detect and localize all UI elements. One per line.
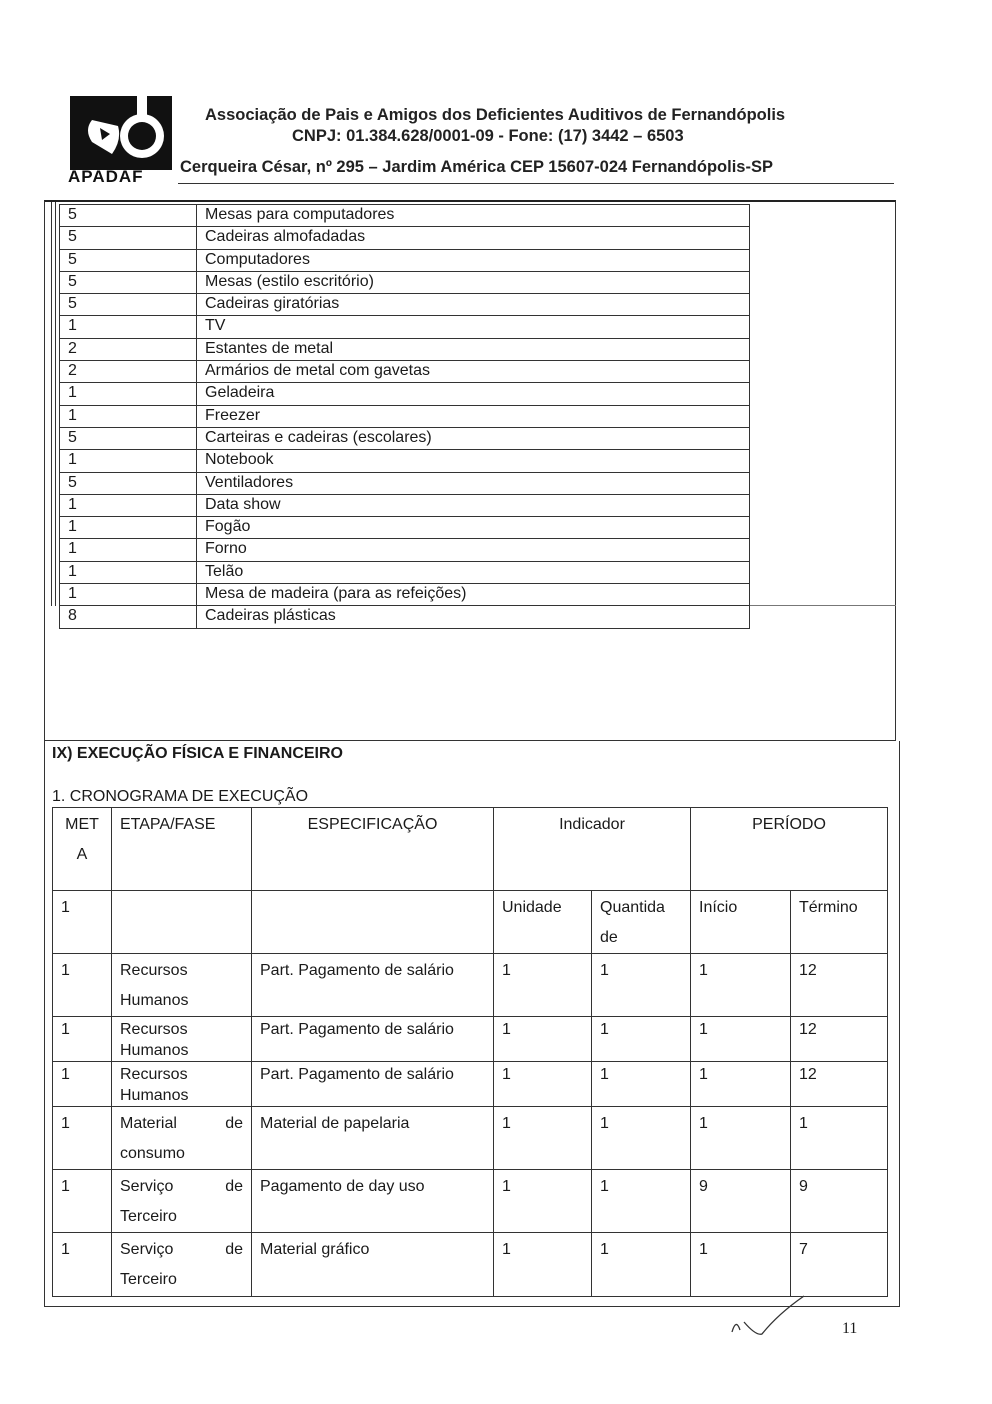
org-name: Associação de Pais e Amigos dos Deficientes Auditivos de Fernandópolis [205,106,786,124]
item-desc: Data show [197,495,750,516]
cell-etapa-line1: Recursos [120,1066,188,1083]
margin-line [51,202,52,606]
item-desc: Geladeira [197,383,750,404]
cell-spec: Material de papelaria [252,1107,494,1170]
item-qty: 1 [59,406,197,427]
cell-unidade: 1 [494,1017,592,1062]
cell-inicio: 1 [691,1233,791,1297]
cell-quantidade: 1 [592,954,691,1017]
cell-quantidade: 1 [592,1233,691,1297]
cell-spec: Part. Pagamento de salário [252,954,494,1017]
cell-etapa [112,1233,252,1297]
cell-empty [112,891,252,954]
equipment-table [59,204,750,629]
item-desc: Mesa de madeira (para as refeições) [197,584,750,605]
cell-etapa [112,1170,252,1233]
item-qty: 8 [59,606,197,627]
item-qty: 5 [59,473,197,494]
cell-quantidade: 1 [592,1017,691,1062]
table-row [59,606,750,628]
item-desc: Telão [197,562,750,583]
table-row [59,316,750,338]
cell-etapa [112,1062,252,1107]
table-subheader-row [53,891,888,954]
item-desc: TV [197,316,750,337]
table-row [53,1170,888,1233]
cell-etapa-line1 [120,1109,243,1139]
table-row [53,1233,888,1297]
item-qty: 2 [59,361,197,382]
table-header-row [53,808,888,891]
cell-unidade: 1 [494,954,592,1017]
table-row [59,272,750,294]
item-desc: Cadeiras giratórias [197,294,750,315]
header-periodo: PERÍODO [691,808,888,891]
table-row [59,495,750,517]
item-qty: 1 [59,450,197,471]
item-desc: Carteiras e cadeiras (escolares) [197,428,750,449]
page-number: 11 [842,1320,858,1337]
table-row [59,406,750,428]
item-qty: 5 [59,294,197,315]
cell-etapa-word: de [225,1115,243,1132]
item-desc: Armários de metal com gavetas [197,361,750,382]
cell-etapa-line1: Recursos [120,962,188,979]
cell-unidade: 1 [494,1062,592,1107]
cell-termino: 9 [791,1170,888,1233]
cell-termino: 12 [791,1062,888,1107]
cell-termino: 7 [791,1233,888,1297]
item-qty: 1 [59,517,197,538]
item-qty: 1 [59,383,197,404]
cell-meta: 1 [53,1233,112,1297]
table-row [53,954,888,1017]
table-row [59,517,750,539]
cell-termino: 1 [791,1107,888,1170]
header-unidade: Unidade [494,891,592,954]
cell-etapa-line1: Recursos [120,1021,188,1038]
table-row [59,339,750,361]
table-row [59,361,750,383]
item-desc: Estantes de metal [197,339,750,360]
address: Cerqueira César, nº 295 – Jardim América CEP 15607-024 Fernandópolis-SP [180,158,773,176]
cell-etapa [112,954,252,1017]
item-desc: Fogão [197,517,750,538]
schedule-table [52,807,888,1297]
table-row [53,1017,888,1062]
cell-etapa-line2: Terceiro [120,1271,177,1288]
header-spec: ESPECIFICAÇÃO [252,808,494,891]
header-indicador: Indicador [494,808,691,891]
item-qty: 1 [59,562,197,583]
cell-spec: Pagamento de day uso [252,1170,494,1233]
header-quantidade-line1: Quantida [600,899,665,916]
table-row [59,383,750,405]
cell-inicio: 9 [691,1170,791,1233]
cell-unidade: 1 [494,1170,592,1233]
cnpj-phone: CNPJ: 01.384.628/0001-09 - Fone: (17) 3442 – 6503 [292,127,684,145]
item-desc: Cadeiras plásticas [197,606,750,627]
header-divider [178,183,894,184]
cell-unidade: 1 [494,1233,592,1297]
item-qty: 5 [59,272,197,293]
table-row [59,539,750,561]
margin-line [55,202,56,606]
cell-spec: Part. Pagamento de salário [252,1062,494,1107]
cell-meta: 1 [53,1017,112,1062]
item-qty: 1 [59,539,197,560]
header-inicio: Início [691,891,791,954]
table-row [59,473,750,495]
cell-etapa [112,1017,252,1062]
cell-etapa-word: Material [120,1115,177,1132]
table-row [59,294,750,316]
cell-spec: Part. Pagamento de salário [252,1017,494,1062]
cell-quantidade: 1 [592,1062,691,1107]
table-row [53,1062,888,1107]
table-row [59,204,750,227]
item-qty: 5 [59,250,197,271]
item-desc: Mesas para computadores [197,205,750,226]
header-termino: Término [791,891,888,954]
cell-empty [252,891,494,954]
cell-inicio: 1 [691,1107,791,1170]
cell-quantidade: 1 [592,1170,691,1233]
cell-meta: 1 [53,1170,112,1233]
cell-etapa-line1 [120,1235,243,1265]
cell-inicio: 1 [691,954,791,1017]
cell-meta: 1 [53,954,112,1017]
cell-inicio: 1 [691,1062,791,1107]
cell-etapa-line2: Humanos [120,1042,189,1059]
cell-etapa-word: de [225,1241,243,1258]
cell-termino: 12 [791,1017,888,1062]
table-row [59,584,750,606]
table-row [59,562,750,584]
item-desc: Forno [197,539,750,560]
logo-text: APADAF [68,167,144,186]
cell-etapa-line2: consumo [120,1145,185,1162]
cell-meta: 1 [53,891,112,954]
frame-inner-rule [750,605,896,606]
item-qty: 2 [59,339,197,360]
cell-etapa-line2: Humanos [120,1087,189,1104]
item-qty: 1 [59,495,197,516]
cell-meta: 1 [53,1062,112,1107]
cell-spec: Material gráfico [252,1233,494,1297]
cell-etapa-word: Serviço [120,1241,174,1258]
cell-etapa-line2: Humanos [120,992,189,1009]
header-quantidade-line2: de [600,929,618,946]
header-quantidade [592,891,691,954]
table-row [59,227,750,249]
cell-termino: 12 [791,954,888,1017]
item-qty: 5 [59,227,197,248]
header-meta [53,808,112,891]
table-row [59,250,750,272]
header-etapa: ETAPA/FASE [112,808,252,891]
cell-etapa-line2: Terceiro [120,1208,177,1225]
item-desc: Mesas (estilo escritório) [197,272,750,293]
cell-etapa-line1 [120,1172,243,1202]
item-desc: Cadeiras almofadadas [197,227,750,248]
item-qty: 1 [59,316,197,337]
signature-mark [728,1292,808,1338]
cell-etapa-word: de [225,1178,243,1195]
item-desc: Freezer [197,406,750,427]
section-subtitle: 1. CRONOGRAMA DE EXECUÇÃO [52,788,309,805]
cell-etapa [112,1107,252,1170]
cell-etapa-word: Serviço [120,1178,174,1195]
cell-inicio: 1 [691,1017,791,1062]
item-qty: 5 [59,428,197,449]
cell-unidade: 1 [494,1107,592,1170]
item-desc: Notebook [197,450,750,471]
table-row [53,1107,888,1170]
cell-quantidade: 1 [592,1107,691,1170]
item-qty: 1 [59,584,197,605]
header-meta-line2: A [76,846,88,863]
item-desc: Computadores [197,250,750,271]
item-desc: Ventiladores [197,473,750,494]
section-title: IX) EXECUÇÃO FÍSICA E FINANCEIRO [52,745,343,762]
cell-meta: 1 [53,1107,112,1170]
table-row [59,450,750,472]
table-row [59,428,750,450]
item-qty: 5 [59,205,197,226]
header-meta-line1: MET [65,816,99,833]
